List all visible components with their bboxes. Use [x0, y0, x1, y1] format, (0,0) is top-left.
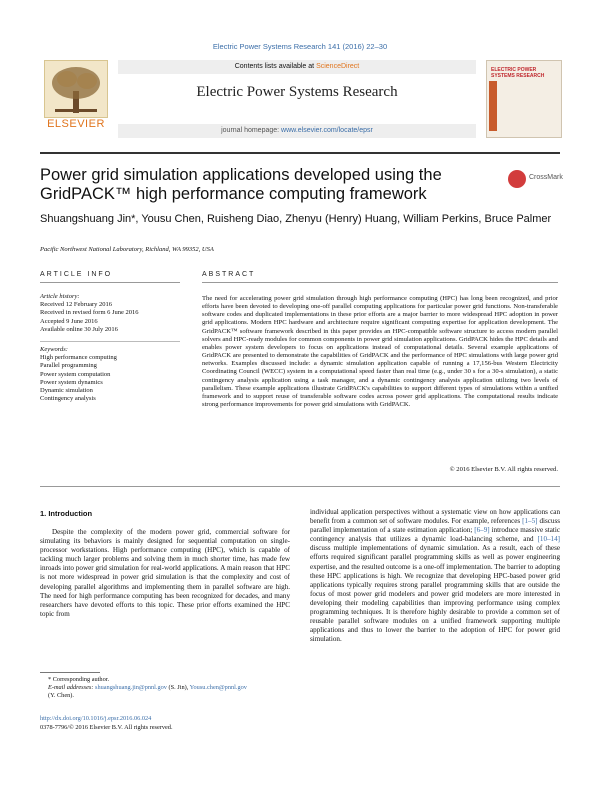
crossmark-label: CrossMark: [529, 174, 563, 181]
article-info-rule: [40, 282, 180, 283]
history-item: Received in revised form 6 June 2016: [40, 309, 139, 317]
corresponding-author: * Corresponding author.: [48, 676, 110, 683]
body-text: introduce massive static contingency analysis that utilizes a dynamic load-balancing scheme, and: [310, 526, 560, 544]
journal-reference[interactable]: Electric Power Systems Research 141 (2016) 22–30: [212, 42, 388, 51]
cover-title: ELECTRIC POWER SYSTEMS RESEARCH: [491, 67, 545, 79]
abstract-rule: [202, 282, 558, 283]
email-name: (S. Jin),: [166, 684, 190, 691]
keyword[interactable]: Contingency analysis: [40, 395, 96, 403]
body-text: individual application perspectives without a systematic view on how applications can benefit from a common set of software modules. For example, references: [310, 508, 560, 526]
journal-cover-thumbnail[interactable]: [486, 60, 562, 138]
article-info-heading: ARTICLE INFO: [40, 271, 113, 278]
doi-link[interactable]: http://dx.doi.org/10.1016/j.epsr.2016.06.024: [40, 715, 152, 722]
keyword[interactable]: High performance computing: [40, 354, 117, 362]
keyword[interactable]: Parallel programming: [40, 362, 97, 370]
abstract-heading: ABSTRACT: [202, 271, 256, 278]
abstract-copyright: © 2016 Elsevier B.V. All rights reserved.: [449, 466, 558, 473]
contents-prefix: Contents lists available at: [234, 63, 317, 70]
history-item: Accepted 9 June 2016: [40, 317, 98, 325]
email-name: (Y. Chen).: [48, 692, 74, 699]
journal-masthead: [40, 60, 560, 144]
issn-line: 0378-7796/© 2016 Elsevier B.V. All rights reserved.: [40, 724, 173, 731]
history-item: Received 12 February 2016: [40, 301, 113, 309]
intro-right-column: [310, 508, 560, 644]
elsevier-logo: [40, 60, 112, 136]
abstract-text: The need for accelerating power grid simulation through high performance computing (HPC) has long been recognized, and prior efforts have been devoted to developing one-off parallel computing applications for particular power grid functions. Non-transferable software codes and duplicated implementations in these prior efforts are a major barrier to more widespread HPC adoption in power grid applications. Modern HPC hardware and architecture require significant computing expertise for application development. The GridPACK™ software framework described in this paper provides an HPC-compatible software structure to access modern parallel solvers and HPC-ready modules for common components in power grid simulation applications. GridPACK hides the HPC details and enables power system developers to focus on applications instead of computational details. Several example applications of GridPACK are presented to demonstrate the capabilities of GridPACK and the performance of HPC simulations with large power grid networks. Examples discussed include: a dynamic simulation application capable of running a 17,156-bus Western Electricity Coordinating Council (WECC) system in a computational speed faster than real time (e.g., under 30 s for a 30-s simulation), a static contingency analysis application using a task manager, and a dynamic contingency analysis application utilizing two levels of parallelism. These example applications illustrate GridPACK's capabilities to support different types of simulations within a unified framework and to support reuse of transferable software codes across power grid applications. The computational results indicate strong performance improvements for power grid simulations with GridPACK.: [202, 295, 558, 409]
intro-left-column: Despite the complexity of the modern power grid, commercial software for simulating its behaviors is mainly designed for sequential computation on single-processor workstations. High performance computing (HPC), which is capable of tackling much larger problems and solving them in much shorter time, has made few inroads into power grid simulation for real-world applications. A main reason that HPC is not more widespread in power grid simulation is that the complexity and cost of developing parallel algorithms and implementing them in parallel software are high. The need for high performance computing has been recognized for decades, and many researchers have devoted efforts to this topic. These prior efforts examined the HPC topic from: [40, 528, 290, 618]
footnote-rule: [40, 672, 100, 673]
email-link[interactable]: Yousu.chen@pnnl.gov: [189, 684, 247, 691]
section-heading: 1. Introduction: [40, 509, 93, 518]
article-title: Power grid simulation applications developed using the GridPACK™ high performance computing framework: [40, 166, 442, 203]
homepage-prefix: journal homepage:: [221, 127, 282, 134]
article-history: [40, 293, 180, 334]
sciencedirect-link[interactable]: ScienceDirect: [316, 63, 360, 70]
footnote: [48, 676, 288, 700]
keyword[interactable]: Power system dynamics: [40, 378, 103, 386]
cover-stripe: [489, 81, 497, 131]
masthead-rule: [40, 152, 560, 154]
info-divider: [40, 341, 180, 342]
citation-link[interactable]: [1–5]: [522, 517, 538, 526]
header-bottom-rule: [40, 486, 560, 487]
crossmark-icon: [508, 170, 526, 188]
contents-band: [118, 60, 476, 74]
keyword[interactable]: Dynamic simulation: [40, 387, 93, 395]
crossmark-badge[interactable]: [508, 170, 563, 190]
history-item: Available online 30 July 2016: [40, 325, 118, 333]
citation-link[interactable]: [10–14]: [537, 535, 560, 544]
affiliation: Pacific Northwest National Laboratory, Richland, WA 99352, USA: [40, 246, 214, 253]
homepage-link[interactable]: www.elsevier.com/locate/epsr: [281, 127, 373, 134]
tree-icon: [44, 60, 108, 118]
keywords: [40, 346, 180, 403]
email-link[interactable]: shuangshuang.jin@pnnl.gov: [95, 684, 167, 691]
keyword[interactable]: Power system computation: [40, 370, 111, 378]
citation-link[interactable]: [6–9]: [474, 526, 490, 535]
body-text: discuss multiple implementations of dynamic simulation. As a result, each of these efforts required significant parallel programming skills as well as power engineering expertise, and the resulted outcome is a one-off implementation. The barrier to adopting these HPC applications is high. We recognize that developing HPC-based power grid applications typically requires strong parallel programming skills that are outside the focus of most power grid modelers and power grid modelers are more interested in developing their modeling capabilities than improving performance using complex programming techniques. It is therefore highly desirable to provide a common set of reusable parallel software modules on a unified framework supporting multiple applications and thus to lower the barrier to the adoption of HPC for power grid simulation.: [310, 544, 560, 644]
history-label: Article history:: [40, 293, 80, 300]
email-label: E-mail addresses:: [48, 684, 95, 691]
keywords-label: Keywords:: [40, 346, 68, 353]
homepage-band: [118, 124, 476, 138]
author-list: Shuangshuang Jin*, Yousu Chen, Ruisheng Diao, Zhenyu (Henry) Huang, William Perkins, Bruce Palmer: [40, 213, 552, 225]
journal-title: Electric Power Systems Research: [196, 84, 398, 100]
body-text: discuss parallel implementation of a state estimation application;: [310, 517, 560, 535]
elsevier-wordmark: ELSEVIER: [47, 118, 105, 130]
